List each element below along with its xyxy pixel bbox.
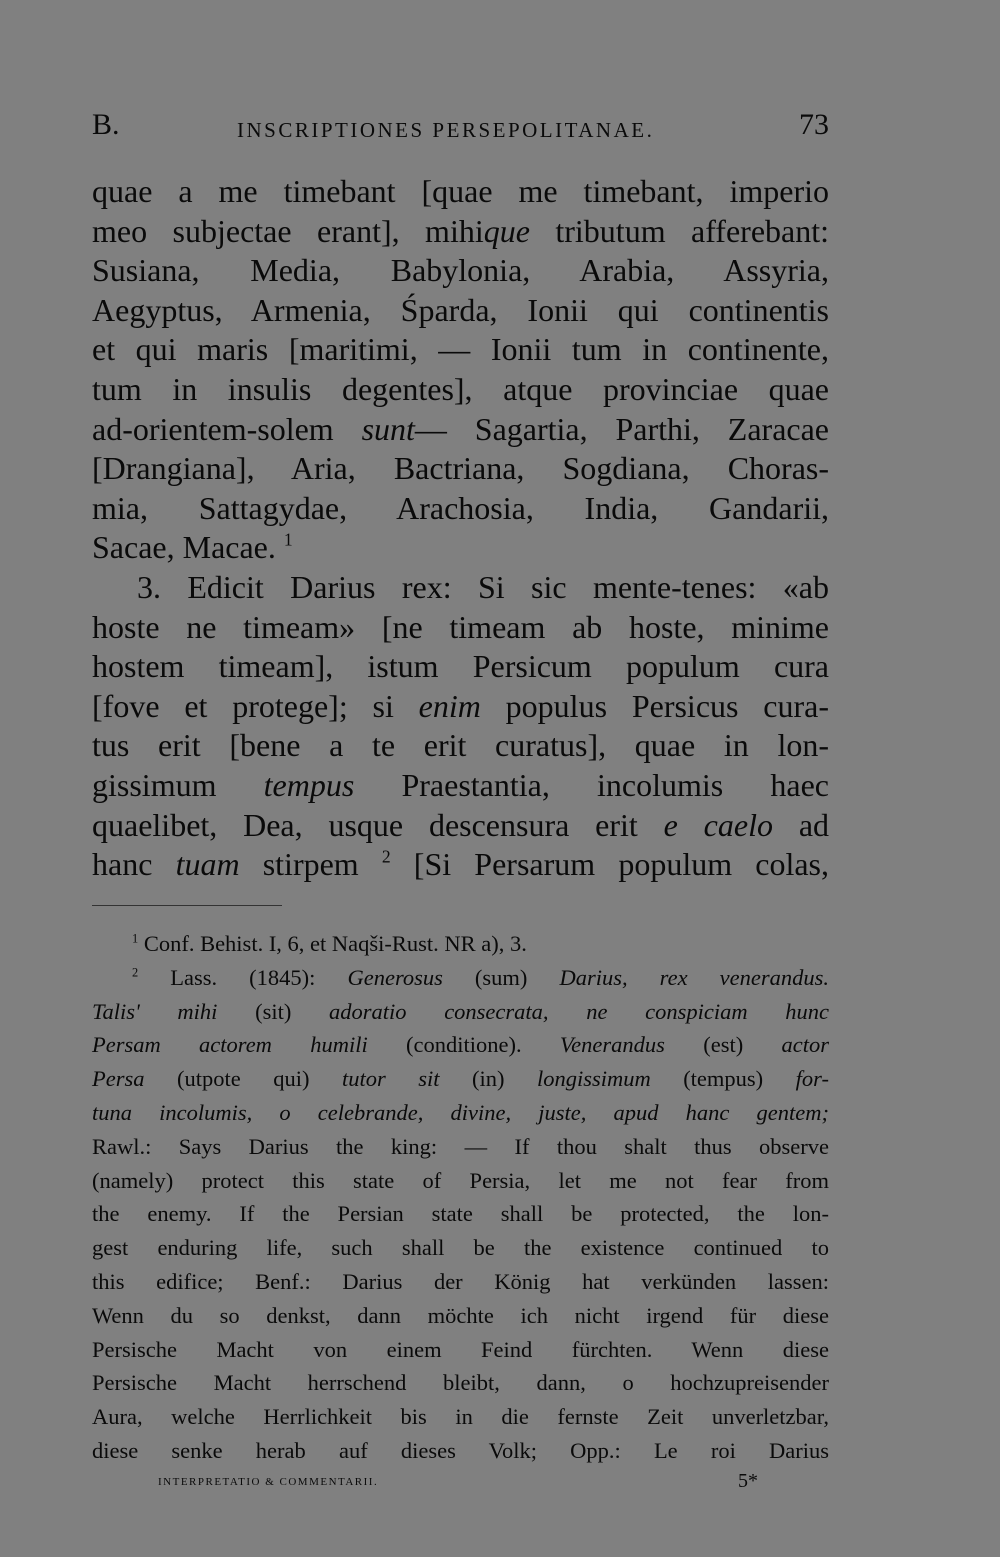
text-line: [fove et protege]; si enim populus Persicus cura- <box>92 687 830 724</box>
footnote-line: $^1$ Conf. Behist. I, 6, et Naqši-Rust. NR a), 3. <box>132 931 527 956</box>
footnote-line: Talis' mihi (sit) adoratio consecrata, ne conspiciam hunc <box>92 998 829 1024</box>
text-line: [Drangiana], Aria, Bactriana, Sogdiana, Choras- <box>92 450 829 487</box>
text-line: Sacae, Macae. $^1$ <box>92 529 293 566</box>
sheet-mark: 5* <box>738 1470 758 1492</box>
text-line: gissimum tempus Praestantia, incolumis haec <box>92 766 830 803</box>
text-line: hanc tuam stirpem $^2$ [Si Persarum populum colas, <box>92 846 830 883</box>
footnote-line: Persa (utpote qui) tutor sit (in) longissimum (tempus) for- <box>92 1066 829 1092</box>
text-line: et qui maris [maritimi, — Ionii tum in continente, <box>92 331 829 368</box>
footnote-line: Wenn du so denkst, dann möchte ich nicht irgend für diese <box>92 1302 829 1328</box>
text-line: tus erit [bene a te erit curatus], quae in lon- <box>92 727 829 764</box>
footnote-line: gest enduring life, such shall be the existence continued to <box>92 1235 829 1261</box>
main-text <box>92 172 829 885</box>
text-line: Aegyptus, Armenia, Śparda, Ionii qui continentis <box>92 291 829 328</box>
text-line: quaelibet, Dea, usque descensura erit e caelo ad <box>92 806 830 843</box>
text-line: quae a me timebant [quae me timebant, imperio <box>92 173 829 209</box>
text-line: Susiana, Media, Babylonia, Arabia, Assyria, <box>92 252 829 289</box>
footnote-line: Rawl.: Says Darius the king: — If thou shalt thus observe <box>92 1133 829 1159</box>
text-line: 3. Edicit Darius rex: Si sic mente-tenes: «ab <box>137 568 829 605</box>
footnote-line: Persische Macht herrschend bleibt, dann, o hochzupreisender <box>92 1370 829 1396</box>
text-line: hoste ne timeam» [ne timeam ab hoste, minime <box>92 608 829 645</box>
signature-line: INTERPRETATIO & COMMENTARII. <box>158 1476 379 1488</box>
footnote-line: $^2$ Lass. (1845): Generosus (sum) Darius, rex venerandus. <box>132 964 829 990</box>
footnote-line: tuna incolumis, o celebrande, divine, juste, apud hanc gentem; <box>92 1099 829 1125</box>
page-footer <box>158 1470 758 1500</box>
text-line: hostem timeam], istum Persicum populum cura <box>92 648 829 685</box>
footnote-line: diese senke herab auf dieses Volk; Opp.: Le roi Darius <box>92 1437 829 1463</box>
page-number: 73 <box>799 108 829 141</box>
text-line: tum in insulis degentes], atque provinciae quae <box>92 370 829 407</box>
running-title: INSCRIPTIONES PERSEPOLITANAE. <box>237 118 655 142</box>
footnote-line: Persam actorem humili (conditione). Venerandus (est) actor <box>92 1032 829 1058</box>
footnote-line: this edifice; Benf.: Darius der König hat verkünden lassen: <box>92 1268 829 1294</box>
text-line: ad-orientem-solem sunt— Sagartia, Parthi, Zaracae <box>92 410 830 447</box>
text-line: meo subjectae erant], mihique tributum afferebant: <box>92 212 830 249</box>
text-line: mia, Sattagydae, Arachosia, India, Gandarii, <box>92 489 829 526</box>
footnote-line: Persische Macht von einem Feind fürchten. Wenn diese <box>92 1336 829 1362</box>
footnote-line: Aura, welche Herrlichkeit bis in die fernste Zeit unverletzbar, <box>92 1404 829 1430</box>
running-header <box>92 108 829 148</box>
section-letter: B. <box>92 108 120 141</box>
footnotes <box>92 927 829 1468</box>
footnote-line: the enemy. If the Persian state shall be protected, the lon- <box>92 1201 829 1227</box>
footnote-line: (namely) protect this state of Persia, let me not fear from <box>92 1167 829 1193</box>
footnote-rule <box>92 905 282 906</box>
